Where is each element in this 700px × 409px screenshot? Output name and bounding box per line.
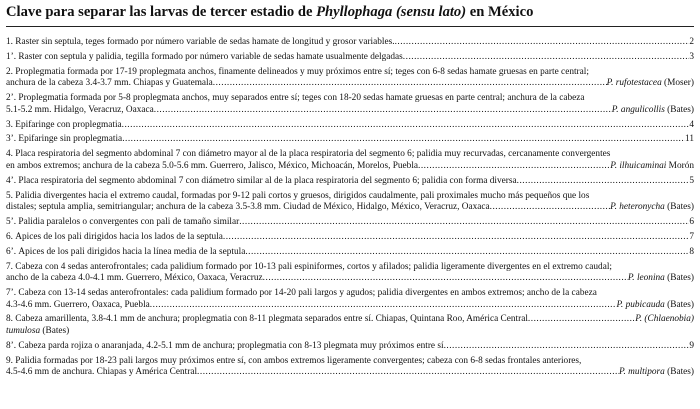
key-entry <box>6 120 694 132</box>
species-author: (Moser) <box>661 78 694 89</box>
species-author: Morón <box>666 160 694 171</box>
species-author: (Bates) <box>664 104 694 115</box>
key-entry-text: 5. Palidia divergentes hacia el extremo caudal, formadas por 9-12 pali cortos y gruesos, dirigidos caudalmente, pali proximales mucho más pequeños que los <box>6 190 590 201</box>
species-name: P. ilhuicaminai <box>610 160 667 171</box>
key-entry-text: anchura de la cabeza 3.4-3.7 mm. Chiapas y Guatemala <box>6 78 213 89</box>
species-author: (Bates) <box>40 325 70 336</box>
key-entry-text: 1. Raster sin septula, teges formado por número variable de sedas hamate de longitud y grosor variables. <box>6 37 395 47</box>
dot-leader <box>197 367 619 379</box>
key-target <box>619 367 694 379</box>
key-entry-text: distales; septula amplia, semitriangular; anchura de la cabeza 3.5-3.8 mm. Ciudad de México, Hidalgo, México, Veracruz, Oaxaca <box>6 202 490 213</box>
key-entry-text: 4’. Placa respiratoria del segmento abdominal 7 con diámetro similar al de la placa respiratoria del segmento 6; palidia con forma diversa <box>6 175 517 186</box>
species-author: (Bates) <box>664 273 694 284</box>
species-name: P. multipora <box>619 367 665 378</box>
dot-leader <box>263 273 628 285</box>
key-entry-text: 4.5-4.6 mm de anchura. Chiapas y América Central <box>6 367 198 378</box>
key-entry <box>6 52 694 64</box>
title-suffix: en México <box>466 4 534 20</box>
species-author: (Bates) <box>664 202 694 213</box>
key-entry-text: 5’. Palidia paralelos o convergentes con pali de tamaño similar <box>6 217 240 228</box>
key-entry <box>6 262 694 285</box>
species-author: (Bates) <box>664 367 694 378</box>
key-entry-text: en ambos extremos; anchura de la cabeza 5.0-5.6 mm. Guerrero, Jalisco, México, Michoacán, Morelos, Puebla <box>6 160 419 171</box>
key-target: 2 <box>689 37 694 47</box>
key-entry <box>6 217 694 229</box>
dot-leader <box>122 120 690 132</box>
title-genus: Phyllophaga (sensu lato) <box>316 4 467 20</box>
key-entry <box>6 67 694 90</box>
key-target: 11 <box>685 134 694 145</box>
key-entry <box>6 341 694 353</box>
key-target <box>612 105 694 117</box>
key-target: 9 <box>689 340 694 351</box>
key-entry <box>6 356 694 379</box>
species-name: P. leonina <box>627 273 665 284</box>
key-entry-text: 4. Placa respiratoria del segmento abdominal 7 con diámetro mayor al de la placa respiratoria del segmento 6; palidia muy recurvadas, cercanamente convergentes <box>6 149 611 160</box>
key-entry-text: 7. Cabeza con 4 sedas anterofrontales; cada palidium formado por 10-13 pali espiniformes, cortos y afilados; palidia ligeramente divergentes en el extremo caudal; <box>6 261 612 272</box>
title-prefix: Clave para separar las larvas de tercer estadio de <box>6 4 317 20</box>
title-rule <box>6 26 694 27</box>
key-entry-text: 6. Ápices de los pali dirigidos hacia los lados de la septula <box>6 231 223 242</box>
dot-leader <box>444 341 690 353</box>
species-name: P. (Chlaenobia) <box>635 314 694 325</box>
dot-leader <box>154 105 612 117</box>
dot-leader <box>245 247 689 259</box>
key-entry-text: 9. Palidia formadas por 18-23 pali largos muy próximos entre sí, con ambos extremos ligeramente convergentes; cabeza con 6-8 sedas frontales anteriores, <box>6 355 582 366</box>
dot-leader <box>395 37 690 49</box>
key-target: 5 <box>689 175 694 186</box>
key-entry-text: 3’. Epifaringe sin proplegmatia <box>6 134 123 145</box>
dot-leader <box>122 134 685 146</box>
key-entry <box>6 93 694 116</box>
dot-leader <box>517 176 690 188</box>
dot-leader <box>223 232 689 244</box>
key-entry <box>6 191 694 214</box>
key-entry-text: 4.3-4.6 mm. Guerrero, Oaxaca, Puebla <box>6 299 150 310</box>
dot-leader <box>528 314 635 326</box>
dot-leader <box>213 78 607 90</box>
key-target <box>610 161 694 173</box>
key-entry <box>6 176 694 188</box>
key-entry-text: ancho de la cabeza 4.0-4.1 mm. Guerrero, México, Oaxaca, Veracruz <box>6 273 263 284</box>
key-target <box>635 314 694 326</box>
key-target: 4 <box>689 119 694 130</box>
key-entry <box>6 247 694 259</box>
key-target <box>628 273 694 285</box>
species-name: tumulosa <box>6 325 41 336</box>
species-name: P. angulicollis <box>611 104 665 115</box>
key-target: 3 <box>689 51 694 62</box>
identification-key <box>6 37 694 379</box>
key-entry <box>6 134 694 146</box>
key-entry <box>6 37 694 49</box>
key-target: 7 <box>689 231 694 242</box>
key-entry-text: 7’. Cabeza con 13-14 sedas anterofrontales: cada palidium formado por 14-20 pali largos y agudos; palidia divergentes en ambos extremos; ancho de la cabeza <box>6 288 597 299</box>
species-name: P. heteronycha <box>610 202 665 213</box>
key-entry-text: 8. Cabeza amarillenta, 3.8-4.1 mm de anchura; proplegmatia con 8-11 plegmata separados entre sí. Chiapas, Quintana Roo, América Central <box>6 314 528 325</box>
key-target: 8 <box>689 246 694 257</box>
page-title <box>6 4 694 21</box>
key-target <box>607 78 694 90</box>
key-entry-text: 3. Epifaringe con proplegmatia <box>6 119 122 130</box>
key-entry <box>6 232 694 244</box>
key-entry <box>6 314 694 337</box>
key-entry-text: 2. Proplegmatia formada por 17-19 proplegmata anchos, finamente delineados y muy próximos entre sí; teges con 6-8 sedas hamate gruesas en parte central; <box>6 66 589 77</box>
key-target <box>616 300 694 312</box>
key-entry <box>6 149 694 172</box>
dot-leader <box>490 202 610 214</box>
dot-leader <box>150 300 617 312</box>
species-name: P. rufotestacea <box>606 78 662 89</box>
species-name: P. pubicauda <box>616 299 665 310</box>
key-entry <box>6 288 694 311</box>
dot-leader <box>418 161 610 173</box>
key-entry-text: 8’. Cabeza parda rojiza o anaranjada, 4.2-5.1 mm de anchura; proplegmatia con 8-13 plegmata muy próximos entre sí <box>6 340 444 351</box>
key-entry-text: 1’. Raster con septula y palidia, tegilla formado por número variable de sedas hamate usualmente delgadas <box>6 51 403 62</box>
dot-leader <box>239 217 689 229</box>
key-entry-text: 5.1-5.2 mm. Hidalgo, Veracruz, Oaxaca <box>6 104 154 115</box>
key-entry-text: 2’. Proplegmatia formada por 5-8 proplegmata anchos, muy separados entre sí; teges con 18-20 sedas hamate gruesas en parte central; anchura de la cabeza <box>6 93 585 104</box>
key-entry-text: 6’. Ápices de los pali dirigidos hacia la línea media de la septula <box>6 246 246 257</box>
key-target: 6 <box>689 217 694 228</box>
key-entry-continuation <box>6 326 694 338</box>
dot-leader <box>403 52 690 64</box>
key-target <box>610 202 694 214</box>
species-author: (Bates) <box>664 299 694 310</box>
